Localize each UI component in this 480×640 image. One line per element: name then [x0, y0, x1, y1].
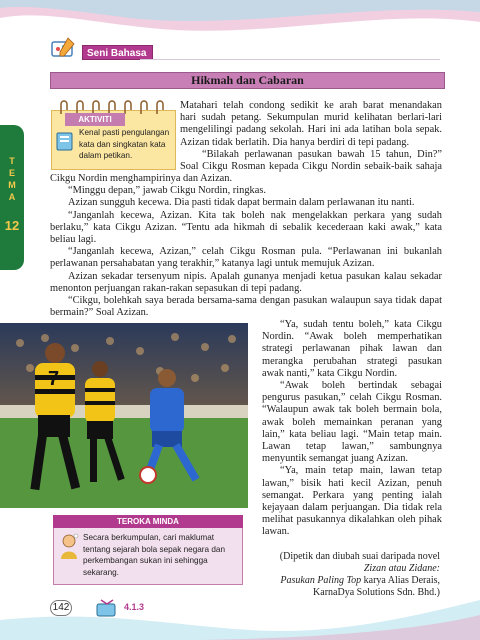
explore-mind-label: TEROKA MINDA — [53, 515, 243, 528]
citation-line: KarnaDya Solutions Sdn. Bhd.) — [313, 587, 440, 598]
theme-letter: E — [8, 168, 15, 178]
story-line: Soal Cikgu Rosman kepada Cikgu Nordin sebaik-baik sahaja — [180, 161, 442, 173]
svg-text:7: 7 — [48, 368, 60, 390]
story-paragraph-9: “Ya, sudah tentu boleh,” kata Cikgu Nordin. “Awak boleh memperhatikan strategi perlawanan pihak lawan dan merangka perubahan strategi pasukan awak nanti,” kata Cikgu Nordin. — [262, 319, 442, 379]
story-paragraph-10: “Awak boleh bertindak sebagai pengurus pasukan,” celah Cikgu Rosman. “Walaupun awak tak boleh bermain bola, awak boleh memainkan peranan yang lain,” kata beliau lagi. “Main tetap main. Lawan tetap lawan,” sambungnya menyuntik semangat juang Azizan. — [262, 380, 442, 465]
theme-letter: T — [9, 156, 15, 166]
story-paragraph-4: Azizan sungguh kecewa. Dia pasti tidak dapat bermain dalam perlawanan itu nanti. — [68, 197, 415, 209]
subject-label: Seni Bahasa — [82, 45, 153, 60]
story-paragraph-1 — [180, 100, 442, 173]
story-line: “Bilakah perlawanan pasukan bawah 15 tahun, Din?” — [202, 148, 442, 160]
story-line: Cikgu Nordin menghampirinya dan Azizan. — [50, 173, 233, 184]
theme-tab-label — [3, 155, 21, 203]
story-paragraph-6: “Janganlah kecewa, Azizan,” celah Cikgu Rosman pula. “Perlawanan ini bukanlah perlawanan persahabatan yang terakhir,” katanya lagi untuk memujuk Azizan. — [50, 246, 442, 270]
citation-line: Pasukan Paling Top karya Alias Derais, — [280, 575, 440, 586]
story-right-column — [262, 319, 442, 539]
story-line: Matahari telah condong sedikit ke arah barat menandakan — [180, 100, 442, 111]
citation-line: (Dipetik dan diubah suai daripada novel — [279, 551, 440, 562]
page-title: Hikmah dan Cabaran — [50, 72, 445, 89]
decorative-swoosh-bottom — [0, 580, 480, 640]
palette-icon — [50, 34, 78, 62]
story-line: hari sudah petang. Sekumpulan murid kelihatan berlari-lari — [180, 112, 442, 124]
thinking-person-icon — [58, 533, 80, 559]
theme-letter: M — [8, 180, 16, 190]
story-full-text — [50, 173, 442, 319]
citation-book-title: Zizan atau Zidane: — [363, 563, 440, 574]
theme-tab — [0, 125, 24, 270]
story-paragraph-5: “Janganlah kecewa, Azizan. Kita tak boleh nak mengelakkan perkara yang sudah berlaku,” kata Cikgu Azizan. “Tentu ada hikmah di sebalik kecederaan kaki awak,” kata beliau lagi. — [50, 209, 442, 246]
page-number: 142 — [50, 600, 72, 616]
story-paragraph-7: Azizan sekadar tersenyum nipis. Apalah gunanya menjadi ketua pasukan kalau sekadar menonton perjuangan rakan-rakan sepasukan di tepi padang. — [50, 270, 442, 294]
theme-number: 12 — [4, 218, 20, 233]
binder-rings-icon — [55, 100, 175, 114]
story-paragraph-11: “Ya, main tetap main, lawan tetap lawan,” bisik hati kecil Azizan, penuh semangat. Perkara yang penting ialah kejayaan dalam perjuangan. Dia tidak rela melihat pasukannya dikalahkan oleh pihak lawan. — [262, 465, 442, 538]
story-line: mengelilingi padang sekolah. Hari ini ada latihan bola sepak. — [180, 124, 442, 136]
learning-standard-icon — [95, 598, 119, 618]
explore-mind-instruction: Secara berkumpulan, cari maklumat tentang sejarah bola sepak negara dan perkembangan sukan ini sehingga sekarang. — [83, 533, 226, 577]
story-paragraph-8: “Cikgu, bolehkah saya berada bersama-sama dengan pasukan walaupun saya tidak dapat bermain?” Soal Azizan. — [50, 295, 442, 319]
story-paragraph-3: “Minggu depan,” jawab Cikgu Nordin, ringkas. — [68, 185, 266, 197]
header-divider — [140, 59, 440, 60]
story-line: Azizan tidak berlatih. Dia hanya berdiri di tepi padang. — [180, 136, 410, 148]
theme-letter: A — [8, 192, 16, 202]
learning-standard-code: 4.1.3 — [124, 602, 145, 612]
football-match-photo — [0, 323, 248, 508]
activity-label: AKTIVITI — [65, 113, 125, 126]
activity-instruction: Kenal pasti pengulangan kata dan singkatan kata dalam petikan. — [79, 128, 170, 160]
book-icon — [55, 130, 75, 152]
